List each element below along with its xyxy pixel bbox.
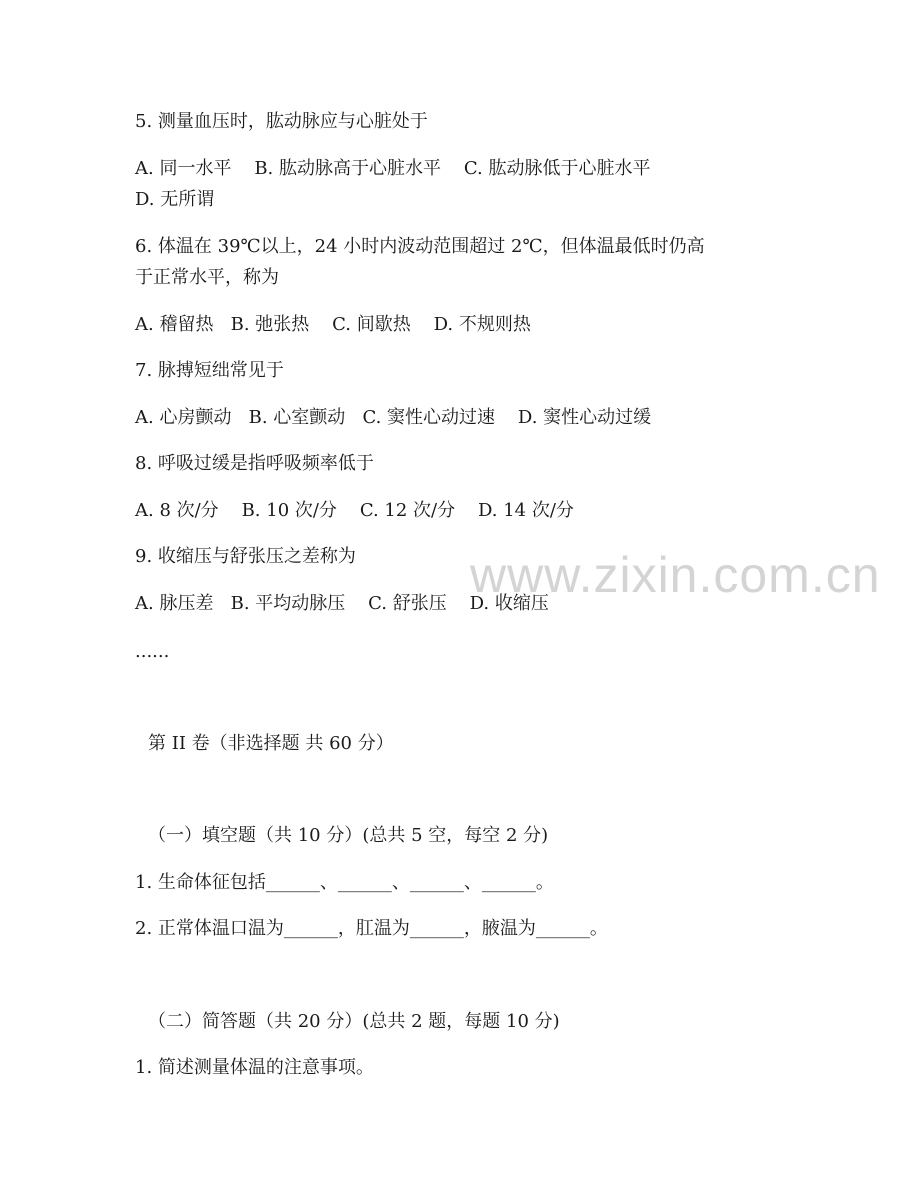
q5-options-line1: A. 同一水平 B. 肱动脉高于心脏水平 C. 肱动脉低于心脏水平	[135, 158, 651, 179]
q8-options: A. 8 次/分 B. 10 次/分 C. 12 次/分 D. 14 次/分	[135, 500, 574, 521]
fill-question-1: 1. 生命体征包括______、______、______、______。	[135, 872, 554, 893]
fill-section-title: （一）填空题（共 10 分）(总共 5 空，每空 2 分)	[148, 825, 549, 846]
q7-options: A. 心房颤动 B. 心室颤动 C. 窦性心动过速 D. 窦性心动过缓	[135, 407, 652, 428]
q6-stem-line1: 6. 体温在 39℃以上，24 小时内波动范围超过 2℃，但体温最低时仍高	[135, 236, 705, 257]
q6-options: A. 稽留热 B. 弛张热 C. 间歇热 D. 不规则热	[135, 314, 531, 335]
q9-options: A. 脉压差 B. 平均动脉压 C. 舒张压 D. 收缩压	[135, 593, 549, 614]
q5-stem: 5. 测量血压时，肱动脉应与心脏处于	[135, 111, 428, 132]
q6-stem-line2: 于正常水平，称为	[135, 267, 279, 288]
q9-stem: 9. 收缩压与舒张压之差称为	[135, 546, 356, 567]
q5-options-line2: D. 无所谓	[135, 189, 215, 210]
fill-question-2: 2. 正常体温口温为______，肛温为______，腋温为______。	[135, 918, 608, 939]
q7-stem: 7. 脉搏短绌常见于	[135, 360, 284, 381]
short-question-1: 1. 简述测量体温的注意事项。	[135, 1057, 374, 1078]
short-section-title: （二）简答题（共 20 分）(总共 2 题，每题 10 分)	[148, 1011, 560, 1032]
watermark: www.zixin.com.cn	[470, 547, 881, 603]
ellipsis: ......	[135, 641, 170, 662]
part2-title: 第 II 卷（非选择题 共 60 分）	[148, 733, 394, 754]
q8-stem: 8. 呼吸过缓是指呼吸频率低于	[135, 453, 374, 474]
